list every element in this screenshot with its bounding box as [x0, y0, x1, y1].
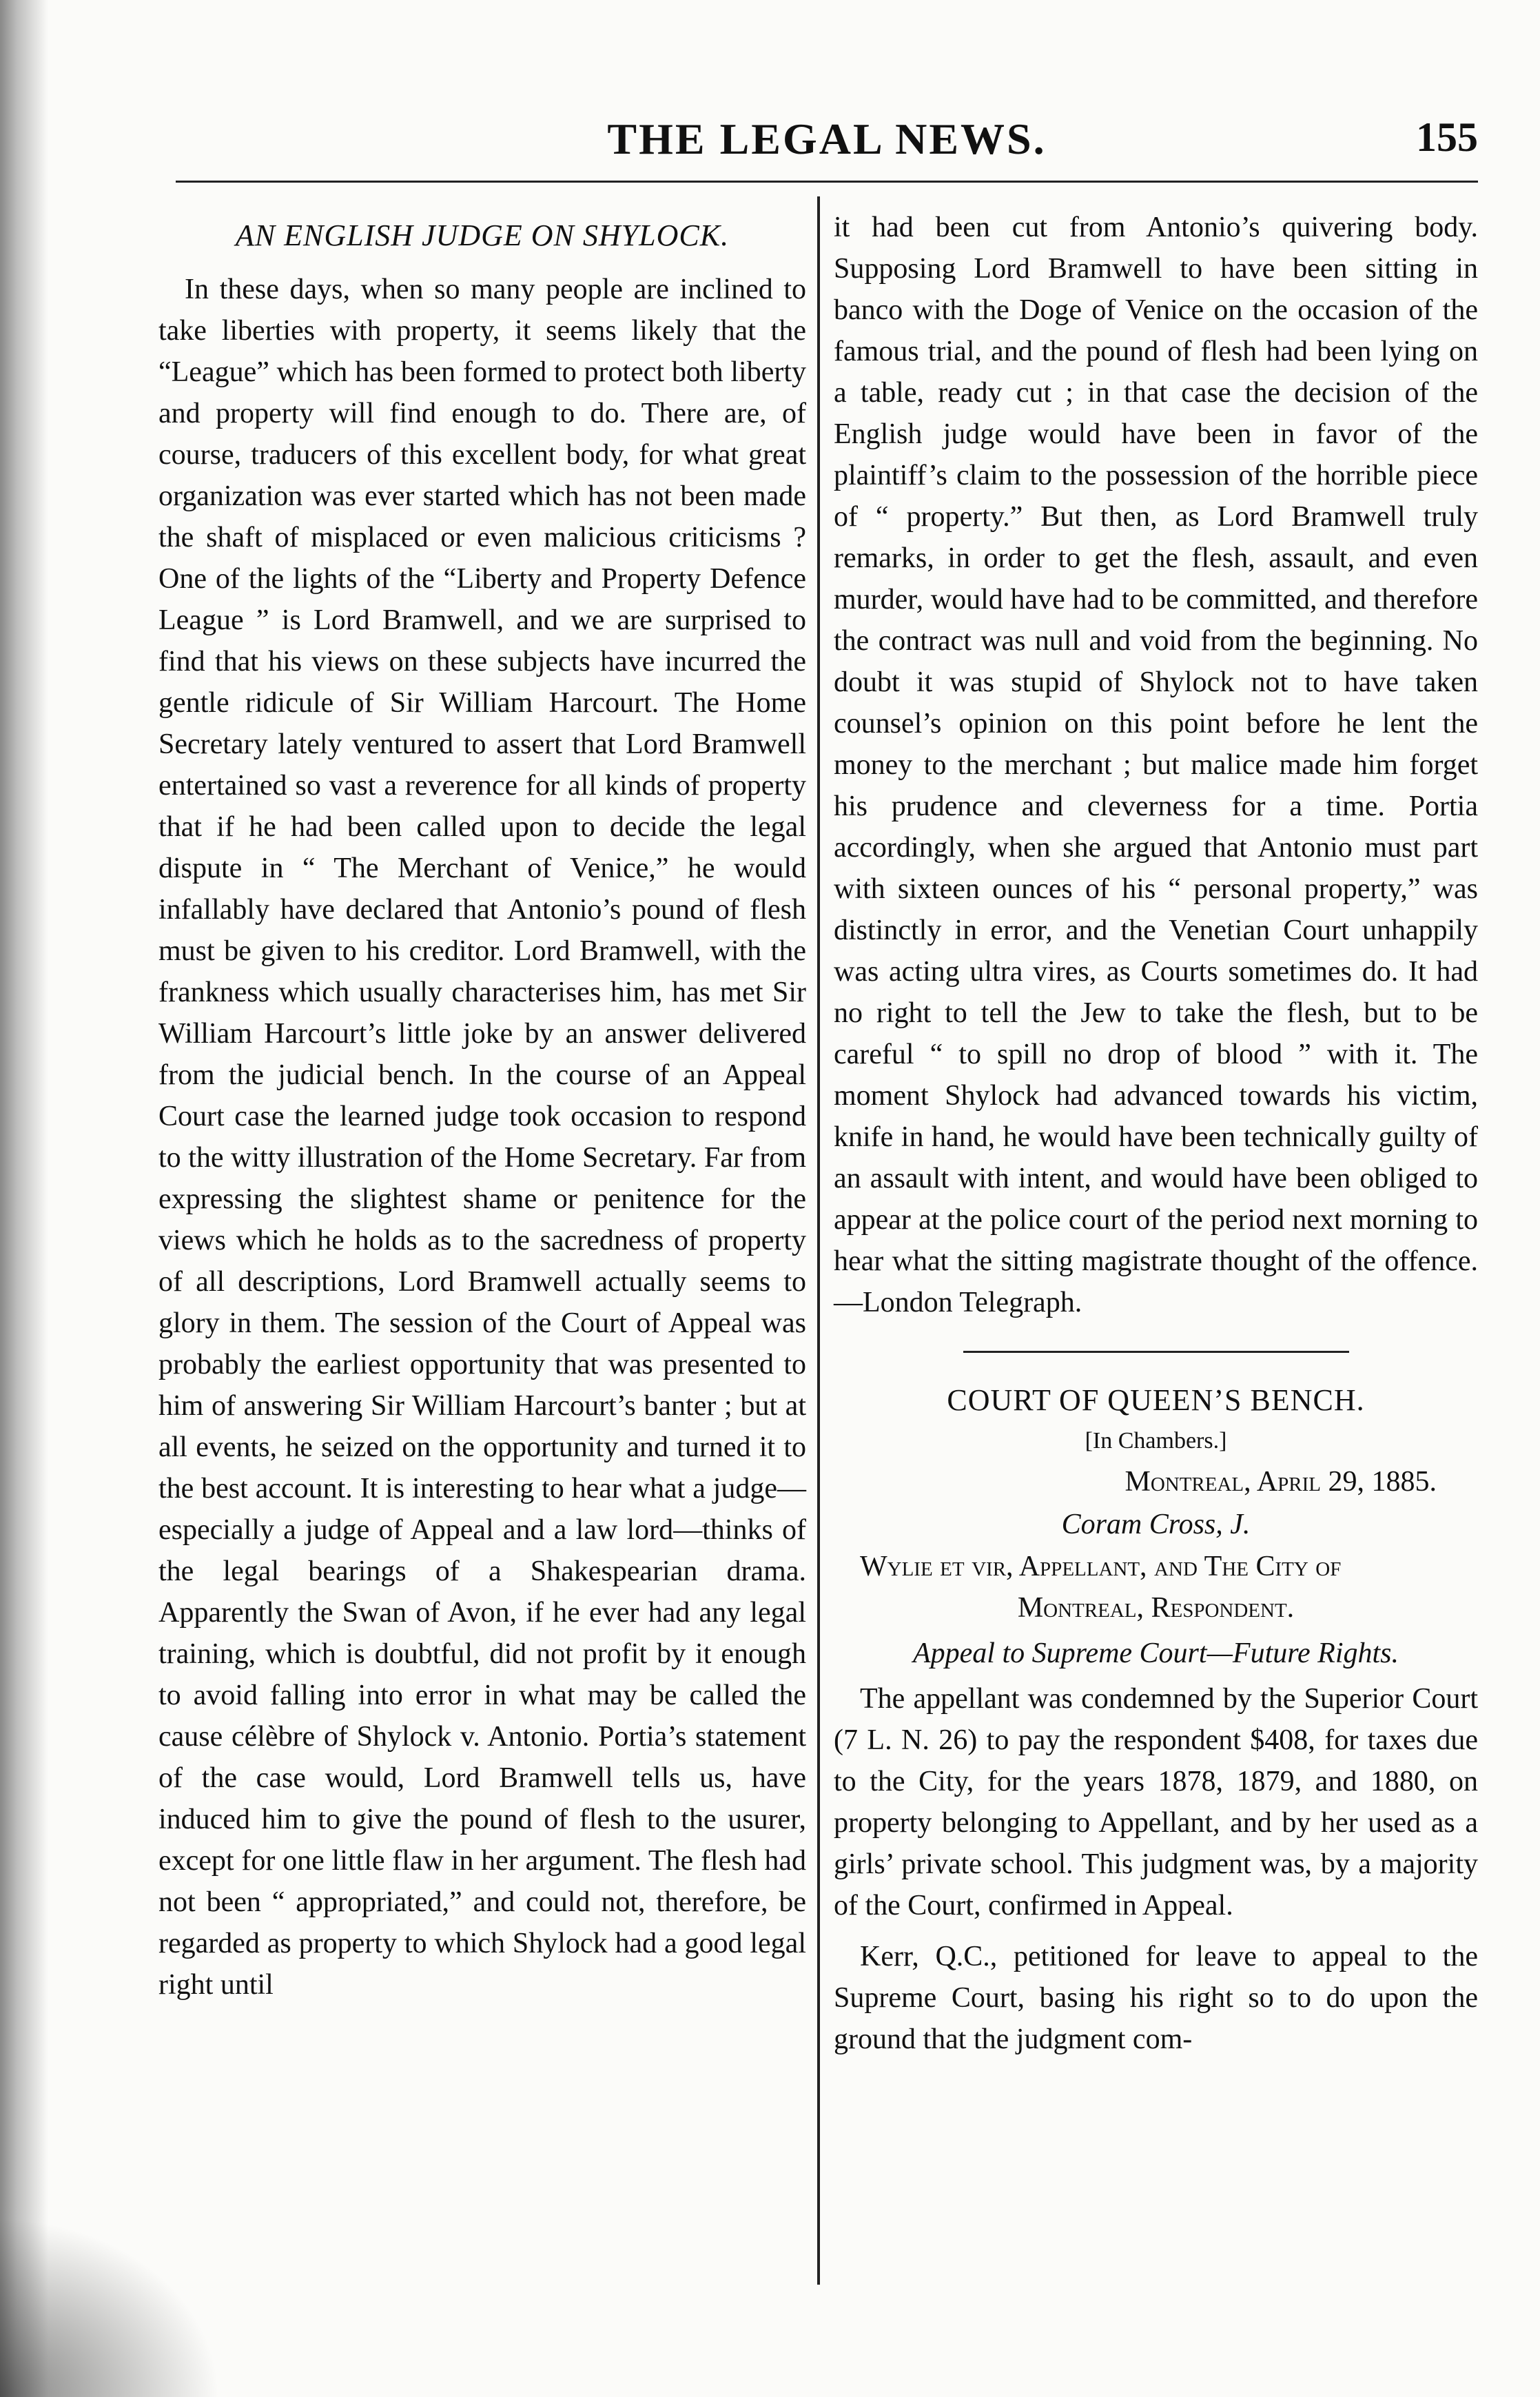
publication-title: THE LEGAL NEWS.	[607, 114, 1047, 163]
case-paragraph-2: Kerr, Q.C., petitioned for leave to appeal to the Supreme Court, basing his right so to do upon the ground that the judgment com-	[834, 1941, 1478, 2055]
article-title: AN ENGLISH JUDGE ON SHYLOCK.	[235, 218, 730, 252]
left-column	[158, 207, 806, 2006]
header-rule	[176, 181, 1478, 183]
page-number: 155	[1416, 114, 1478, 160]
dateline: Montreal, April 29, 1885.	[1125, 1466, 1437, 1498]
column-rule	[817, 196, 820, 2285]
court-heading: COURT OF QUEEN’S BENCH.	[947, 1383, 1365, 1417]
page-corner-shadow	[0, 2218, 220, 2397]
binding-edge-shadow	[0, 0, 48, 2397]
article-body-right: it had been cut from Antonio’s quivering body. Supposing Lord Bramwell to have been sitting in banco with the Doge of Venice on the occasion of the famous trial, and the pound of flesh had been lying on a table, ready cut ; in that case the decision of the English judge would have been in favor of the plaintiff’s claim to the possession of the horrible piece of “ property.” But then, as Lord Bramwell truly remarks, in order to get the flesh, assault, and even murder, would have had to be committed, and therefore the contract was null and void from the beginning. No doubt it was stupid of Shylock not to have taken counsel’s opinion on this point before he lent the money to the merchant ; but malice made him forget his prudence and cleverness for a time. Portia accordingly, when she argued that Antonio must part with sixteen ounces of his “ personal property,” was distinctly in error, and the Venetian Court unhappily was acting ultra vires, as Courts sometimes do. It had no right to tell the Jew to take the flesh, but to be careful “ to spill no drop of blood ” with it. The moment Shylock had advanced towards his victim, knife in hand, he would have been technically guilty of an assault with intent, and would have been obliged to appear at the police court of the period next morning to hear what the sitting magistrate thought of the offence.—London Telegraph.	[834, 212, 1478, 1318]
case-subject: Appeal to Supreme Court—Future Rights.	[913, 1638, 1399, 1669]
parties-line: Wylie et vir, Appellant, and The City of	[860, 1551, 1342, 1582]
right-column	[834, 207, 1478, 2060]
running-header	[176, 107, 1478, 176]
chambers-note: [In Chambers.]	[1085, 1428, 1227, 1454]
parties-line-2: Montreal, Respondent.	[1017, 1592, 1295, 1624]
article-body-left: In these days, when so many people are inclined to take liberties with property, it seems likely that the “League” which has been formed to protect both liberty and property will find enough to do. There are, of course, traducers of this excellent body, for what great organization was ever started which has not been made the shaft of misplaced or even malicious criticisms ? One of the lights of the “Liberty and Property Defence League ” is Lord Bramwell, and we are surprised to find that his views on these subjects have incurred the gentle ridicule of Sir William Harcourt. The Home Secretary lately ventured to assert that Lord Bramwell entertained so vast a reverence for all kinds of property that if he had been called upon to decide the legal dispute in “ The Merchant of Venice,” he would infallably have declared that Antonio’s pound of flesh must be given to his creditor. Lord Bramwell, with the frankness which usually characterises him, has met Sir William Harcourt’s little joke by an answer delivered from the judicial bench. In the course of an Appeal Court case the learned judge took occasion to respond to the witty illustration of the Home Secretary. Far from expressing the slightest shame or penitence for the views which he holds as to the sacredness of property of all descriptions, Lord Bramwell actually seems to glory in them. The session of the Court of Appeal was probably the earliest opportunity that was presented to him of answering Sir William Harcourt’s banter ; but at all events, he seized on the opportunity and turned it to the best account. It is interesting to hear what a judge—especially a judge of Appeal and a law lord—thinks of the legal bearings of a Shakespearian drama. Apparently the Swan of Avon, if he ever had any legal training, which is doubtful, did not profit by it enough to avoid falling into error in what may be called the cause célèbre of Shylock v. Antonio. Portia’s statement of the case would, Lord Bramwell tells us, have induced him to give the pound of flesh to the usurer, except for one little flaw in her argument. The flesh had not been “ appropriated,” and could not, therefore, be regarded as property to which Shylock had a good legal right until	[158, 274, 806, 2001]
coram-line: Coram Cross, J.	[1061, 1509, 1251, 1540]
section-divider	[963, 1351, 1349, 1353]
case-paragraph-1: The appellant was condemned by the Superior Court (7 L. N. 26) to pay the respondent $408, for taxes due to the City, for the years 1878, 1879, and 1880, on property belonging to Appellant, and by her used as a girls’ private school. This judgment was, by a majority of the Court, confirmed in Appeal.	[834, 1683, 1478, 1921]
